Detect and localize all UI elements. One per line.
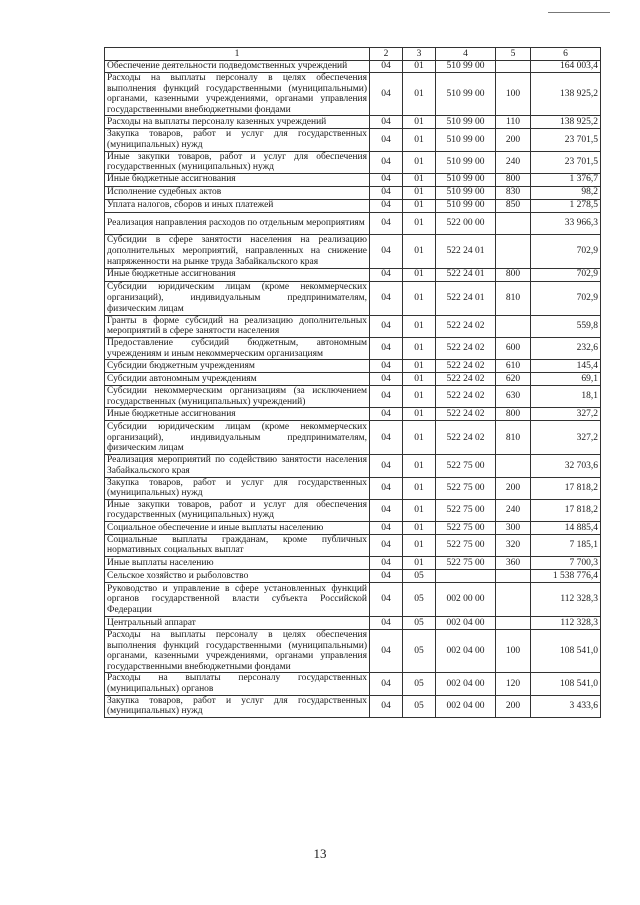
- row-name-cell: Реализация направления расходов по отдельным мероприятиям: [105, 212, 370, 234]
- row-target-article-cell: 002 04 00: [436, 630, 496, 673]
- row-section-cell: 04: [370, 521, 403, 534]
- row-section-cell: 04: [370, 212, 403, 234]
- row-amount-cell: 23 701,5: [531, 129, 601, 151]
- row-name-cell: Обеспечение деятельности подведомственных учреждений: [105, 61, 370, 73]
- table-row: [105, 557, 601, 570]
- row-amount-cell: 112 328,3: [531, 583, 601, 617]
- row-name-cell: Социальное обеспечение и иные выплаты населению: [105, 521, 370, 534]
- row-amount-cell: 145,4: [531, 360, 601, 373]
- row-target-article-cell: 002 00 00: [436, 583, 496, 617]
- row-subsection-cell: 01: [403, 281, 436, 315]
- row-expense-type-cell: 240: [496, 499, 531, 521]
- row-expense-type-cell: 320: [496, 534, 531, 556]
- row-name-cell: Реализация мероприятий по содействию занятости населения Забайкальского края: [105, 455, 370, 477]
- row-amount-cell: 108 541,0: [531, 673, 601, 695]
- row-expense-type-cell: [496, 455, 531, 477]
- row-name-cell: Иные бюджетные ассигнования: [105, 268, 370, 281]
- row-amount-cell: 23 701,5: [531, 151, 601, 173]
- row-target-article-cell: 002 04 00: [436, 695, 496, 717]
- row-expense-type-cell: [496, 61, 531, 73]
- row-amount-cell: 1 538 776,4: [531, 570, 601, 583]
- row-target-article-cell: 510 99 00: [436, 151, 496, 173]
- row-name-cell: Иные выплаты населению: [105, 557, 370, 570]
- table-row: [105, 477, 601, 499]
- row-amount-cell: 17 818,2: [531, 499, 601, 521]
- row-name-cell: Гранты в форме субсидий на реализацию дополнительных мероприятий в сфере занятости населения: [105, 315, 370, 337]
- page-number: 13: [313, 846, 327, 861]
- row-name-cell: Закупка товаров, работ и услуг для государственных (муниципальных) нужд: [105, 695, 370, 717]
- row-expense-type-cell: 200: [496, 477, 531, 499]
- row-amount-cell: 32 703,6: [531, 455, 601, 477]
- table-row: [105, 570, 601, 583]
- row-amount-cell: 18,1: [531, 386, 601, 408]
- row-amount-cell: 327,2: [531, 421, 601, 455]
- row-section-cell: 04: [370, 73, 403, 116]
- row-expense-type-cell: 810: [496, 281, 531, 315]
- row-name-cell: Субсидии юридическим лицам (кроме некоммерческих организаций), индивидуальным предпринимателям, физическим лицам: [105, 421, 370, 455]
- row-subsection-cell: 01: [403, 557, 436, 570]
- row-target-article-cell: 522 75 00: [436, 499, 496, 521]
- row-amount-cell: 164 003,4: [531, 61, 601, 73]
- row-expense-type-cell: 800: [496, 268, 531, 281]
- row-expense-type-cell: 360: [496, 557, 531, 570]
- row-subsection-cell: 01: [403, 360, 436, 373]
- table-row: [105, 212, 601, 234]
- header-cell-4: 4: [436, 48, 496, 61]
- row-target-article-cell: 522 24 01: [436, 281, 496, 315]
- row-expense-type-cell: 110: [496, 116, 531, 129]
- row-section-cell: 04: [370, 116, 403, 129]
- row-name-cell: Предоставление субсидий бюджетным, автономным учреждениям и иным некоммерческим организациям: [105, 337, 370, 359]
- row-section-cell: 04: [370, 570, 403, 583]
- row-subsection-cell: 01: [403, 186, 436, 199]
- row-expense-type-cell: [496, 234, 531, 268]
- row-amount-cell: 7 700,3: [531, 557, 601, 570]
- row-section-cell: 04: [370, 499, 403, 521]
- row-section-cell: 04: [370, 281, 403, 315]
- table-row: [105, 315, 601, 337]
- row-amount-cell: 33 966,3: [531, 212, 601, 234]
- row-subsection-cell: 01: [403, 61, 436, 73]
- table-row: [105, 186, 601, 199]
- row-subsection-cell: 05: [403, 570, 436, 583]
- row-name-cell: Иные закупки товаров, работ и услуг для обеспечения государственных (муниципальных) нужд: [105, 151, 370, 173]
- row-name-cell: Расходы на выплаты персоналу казенных учреждений: [105, 116, 370, 129]
- row-expense-type-cell: 240: [496, 151, 531, 173]
- table-row: [105, 408, 601, 421]
- row-expense-type-cell: [496, 315, 531, 337]
- row-expense-type-cell: 100: [496, 73, 531, 116]
- row-section-cell: 04: [370, 557, 403, 570]
- row-expense-type-cell: 620: [496, 373, 531, 386]
- row-amount-cell: 69,1: [531, 373, 601, 386]
- row-expense-type-cell: 300: [496, 521, 531, 534]
- row-amount-cell: 1 278,5: [531, 199, 601, 212]
- row-section-cell: 04: [370, 199, 403, 212]
- row-amount-cell: 98,2: [531, 186, 601, 199]
- row-section-cell: 04: [370, 673, 403, 695]
- row-target-article-cell: 522 24 02: [436, 386, 496, 408]
- row-section-cell: 04: [370, 617, 403, 630]
- row-subsection-cell: 01: [403, 73, 436, 116]
- table-row: [105, 73, 601, 116]
- row-name-cell: Расходы на выплаты персоналу государственных (муниципальных) органов: [105, 673, 370, 695]
- budget-table: [104, 47, 601, 718]
- row-subsection-cell: 01: [403, 337, 436, 359]
- row-section-cell: 04: [370, 129, 403, 151]
- row-section-cell: 04: [370, 630, 403, 673]
- row-subsection-cell: 01: [403, 455, 436, 477]
- row-name-cell: Иные закупки товаров, работ и услуг для обеспечения государственных (муниципальных) нужд: [105, 499, 370, 521]
- row-target-article-cell: 510 99 00: [436, 173, 496, 186]
- table-row: [105, 234, 601, 268]
- row-expense-type-cell: 800: [496, 408, 531, 421]
- row-section-cell: 04: [370, 421, 403, 455]
- row-subsection-cell: 01: [403, 116, 436, 129]
- row-subsection-cell: 01: [403, 499, 436, 521]
- row-target-article-cell: 522 24 02: [436, 408, 496, 421]
- row-section-cell: 04: [370, 151, 403, 173]
- row-name-cell: Социальные выплаты гражданам, кроме публичных нормативных социальных выплат: [105, 534, 370, 556]
- row-target-article-cell: 522 24 01: [436, 234, 496, 268]
- row-subsection-cell: 01: [403, 234, 436, 268]
- table-row: [105, 617, 601, 630]
- row-target-article-cell: 510 99 00: [436, 186, 496, 199]
- row-amount-cell: 327,2: [531, 408, 601, 421]
- row-target-article-cell: 522 75 00: [436, 534, 496, 556]
- row-target-article-cell: 510 99 00: [436, 61, 496, 73]
- row-subsection-cell: 01: [403, 386, 436, 408]
- row-section-cell: 04: [370, 408, 403, 421]
- row-section-cell: 04: [370, 386, 403, 408]
- row-target-article-cell: [436, 570, 496, 583]
- row-amount-cell: 232,6: [531, 337, 601, 359]
- row-name-cell: Закупка товаров, работ и услуг для государственных (муниципальных) нужд: [105, 477, 370, 499]
- row-expense-type-cell: 630: [496, 386, 531, 408]
- row-section-cell: 04: [370, 186, 403, 199]
- row-name-cell: Центральный аппарат: [105, 617, 370, 630]
- row-name-cell: Иные бюджетные ассигнования: [105, 173, 370, 186]
- table-row: [105, 116, 601, 129]
- row-expense-type-cell: 810: [496, 421, 531, 455]
- top-rule-line: [548, 12, 610, 13]
- row-target-article-cell: 002 04 00: [436, 673, 496, 695]
- row-target-article-cell: 522 75 00: [436, 455, 496, 477]
- row-subsection-cell: 01: [403, 199, 436, 212]
- header-cell-1: 1: [105, 48, 370, 61]
- row-expense-type-cell: 830: [496, 186, 531, 199]
- row-amount-cell: 1 376,7: [531, 173, 601, 186]
- table-row: [105, 337, 601, 359]
- row-target-article-cell: 522 75 00: [436, 521, 496, 534]
- row-name-cell: Сельское хозяйство и рыболовство: [105, 570, 370, 583]
- table-row: [105, 199, 601, 212]
- row-name-cell: Субсидии автономным учреждениям: [105, 373, 370, 386]
- row-section-cell: 04: [370, 477, 403, 499]
- row-expense-type-cell: 850: [496, 199, 531, 212]
- row-expense-type-cell: 120: [496, 673, 531, 695]
- table-row: [105, 173, 601, 186]
- header-cell-3: 3: [403, 48, 436, 61]
- row-amount-cell: 559,8: [531, 315, 601, 337]
- table-row: [105, 421, 601, 455]
- header-cell-2: 2: [370, 48, 403, 61]
- row-expense-type-cell: 100: [496, 630, 531, 673]
- row-subsection-cell: 05: [403, 583, 436, 617]
- row-subsection-cell: 01: [403, 129, 436, 151]
- row-subsection-cell: 05: [403, 630, 436, 673]
- row-target-article-cell: 510 99 00: [436, 129, 496, 151]
- row-section-cell: 04: [370, 373, 403, 386]
- table-header-row: [105, 48, 601, 61]
- row-subsection-cell: 05: [403, 695, 436, 717]
- row-amount-cell: 138 925,2: [531, 73, 601, 116]
- row-expense-type-cell: 610: [496, 360, 531, 373]
- row-target-article-cell: 522 24 01: [436, 268, 496, 281]
- row-subsection-cell: 01: [403, 373, 436, 386]
- row-section-cell: 04: [370, 234, 403, 268]
- row-name-cell: Иные бюджетные ассигнования: [105, 408, 370, 421]
- table-row: [105, 673, 601, 695]
- row-subsection-cell: 01: [403, 315, 436, 337]
- row-amount-cell: 108 541,0: [531, 630, 601, 673]
- row-target-article-cell: 522 24 02: [436, 337, 496, 359]
- row-name-cell: Руководство и управление в сфере установленных функций органов государственной власти субъекта Российской Федерации: [105, 583, 370, 617]
- table-row: [105, 281, 601, 315]
- header-cell-5: 5: [496, 48, 531, 61]
- table-row: [105, 151, 601, 173]
- table-row: [105, 534, 601, 556]
- row-section-cell: 04: [370, 315, 403, 337]
- row-section-cell: 04: [370, 173, 403, 186]
- row-name-cell: Закупка товаров, работ и услуг для государственных (муниципальных) нужд: [105, 129, 370, 151]
- row-amount-cell: 17 818,2: [531, 477, 601, 499]
- row-amount-cell: 3 433,6: [531, 695, 601, 717]
- row-target-article-cell: 522 75 00: [436, 557, 496, 570]
- row-name-cell: Субсидии некоммерческим организациям (за исключением государственных (муниципальных) учреждений): [105, 386, 370, 408]
- row-target-article-cell: 510 99 00: [436, 199, 496, 212]
- table-row: [105, 373, 601, 386]
- row-target-article-cell: 522 75 00: [436, 477, 496, 499]
- row-target-article-cell: 002 04 00: [436, 617, 496, 630]
- row-name-cell: Исполнение судебных актов: [105, 186, 370, 199]
- row-section-cell: 04: [370, 534, 403, 556]
- row-expense-type-cell: [496, 212, 531, 234]
- table-row: [105, 583, 601, 617]
- row-name-cell: Расходы на выплаты персоналу в целях обеспечения выполнения функций государственными (муниципальными) органами, казенными учреждениями, органами управления государственными внебюджетными фондами: [105, 73, 370, 116]
- table-row: [105, 695, 601, 717]
- row-expense-type-cell: [496, 617, 531, 630]
- table-row: [105, 386, 601, 408]
- row-name-cell: Субсидии бюджетным учреждениям: [105, 360, 370, 373]
- row-expense-type-cell: 600: [496, 337, 531, 359]
- table-row: [105, 455, 601, 477]
- row-amount-cell: 702,9: [531, 281, 601, 315]
- row-section-cell: 04: [370, 360, 403, 373]
- row-section-cell: 04: [370, 583, 403, 617]
- table-row: [105, 268, 601, 281]
- row-expense-type-cell: [496, 570, 531, 583]
- row-name-cell: Субсидии юридическим лицам (кроме некоммерческих организаций), индивидуальным предпринимателям, физическим лицам: [105, 281, 370, 315]
- row-expense-type-cell: 200: [496, 695, 531, 717]
- row-subsection-cell: 05: [403, 617, 436, 630]
- row-section-cell: 04: [370, 268, 403, 281]
- row-amount-cell: 702,9: [531, 268, 601, 281]
- row-expense-type-cell: 200: [496, 129, 531, 151]
- row-expense-type-cell: 800: [496, 173, 531, 186]
- row-amount-cell: 7 185,1: [531, 534, 601, 556]
- row-name-cell: Субсидии в сфере занятости населения на реализацию дополнительных мероприятий, направленных на снижение напряженности на рынке труда Забайкальского края: [105, 234, 370, 268]
- row-subsection-cell: 01: [403, 521, 436, 534]
- table-row: [105, 630, 601, 673]
- row-subsection-cell: 01: [403, 173, 436, 186]
- row-amount-cell: 138 925,2: [531, 116, 601, 129]
- row-amount-cell: 702,9: [531, 234, 601, 268]
- row-section-cell: 04: [370, 455, 403, 477]
- table-row: [105, 499, 601, 521]
- row-name-cell: Расходы на выплаты персоналу в целях обеспечения выполнения функций государственными (муниципальными) органами, казенными учреждениями, органами управления государственными внебюджетными фондами: [105, 630, 370, 673]
- row-section-cell: 04: [370, 695, 403, 717]
- row-subsection-cell: 01: [403, 268, 436, 281]
- row-subsection-cell: 01: [403, 408, 436, 421]
- table-row: [105, 360, 601, 373]
- row-subsection-cell: 01: [403, 421, 436, 455]
- row-target-article-cell: 522 00 00: [436, 212, 496, 234]
- row-target-article-cell: 522 24 02: [436, 360, 496, 373]
- row-target-article-cell: 510 99 00: [436, 73, 496, 116]
- row-target-article-cell: 522 24 02: [436, 421, 496, 455]
- row-target-article-cell: 510 99 00: [436, 116, 496, 129]
- row-amount-cell: 14 885,4: [531, 521, 601, 534]
- row-expense-type-cell: [496, 583, 531, 617]
- row-section-cell: 04: [370, 337, 403, 359]
- row-name-cell: Уплата налогов, сборов и иных платежей: [105, 199, 370, 212]
- row-target-article-cell: 522 24 02: [436, 373, 496, 386]
- row-subsection-cell: 01: [403, 212, 436, 234]
- row-amount-cell: 112 328,3: [531, 617, 601, 630]
- row-subsection-cell: 01: [403, 477, 436, 499]
- row-subsection-cell: 01: [403, 151, 436, 173]
- table-row: [105, 61, 601, 73]
- row-subsection-cell: 05: [403, 673, 436, 695]
- row-subsection-cell: 01: [403, 534, 436, 556]
- header-cell-6: 6: [531, 48, 601, 61]
- row-section-cell: 04: [370, 61, 403, 73]
- table-row: [105, 129, 601, 151]
- table-row: [105, 521, 601, 534]
- row-target-article-cell: 522 24 02: [436, 315, 496, 337]
